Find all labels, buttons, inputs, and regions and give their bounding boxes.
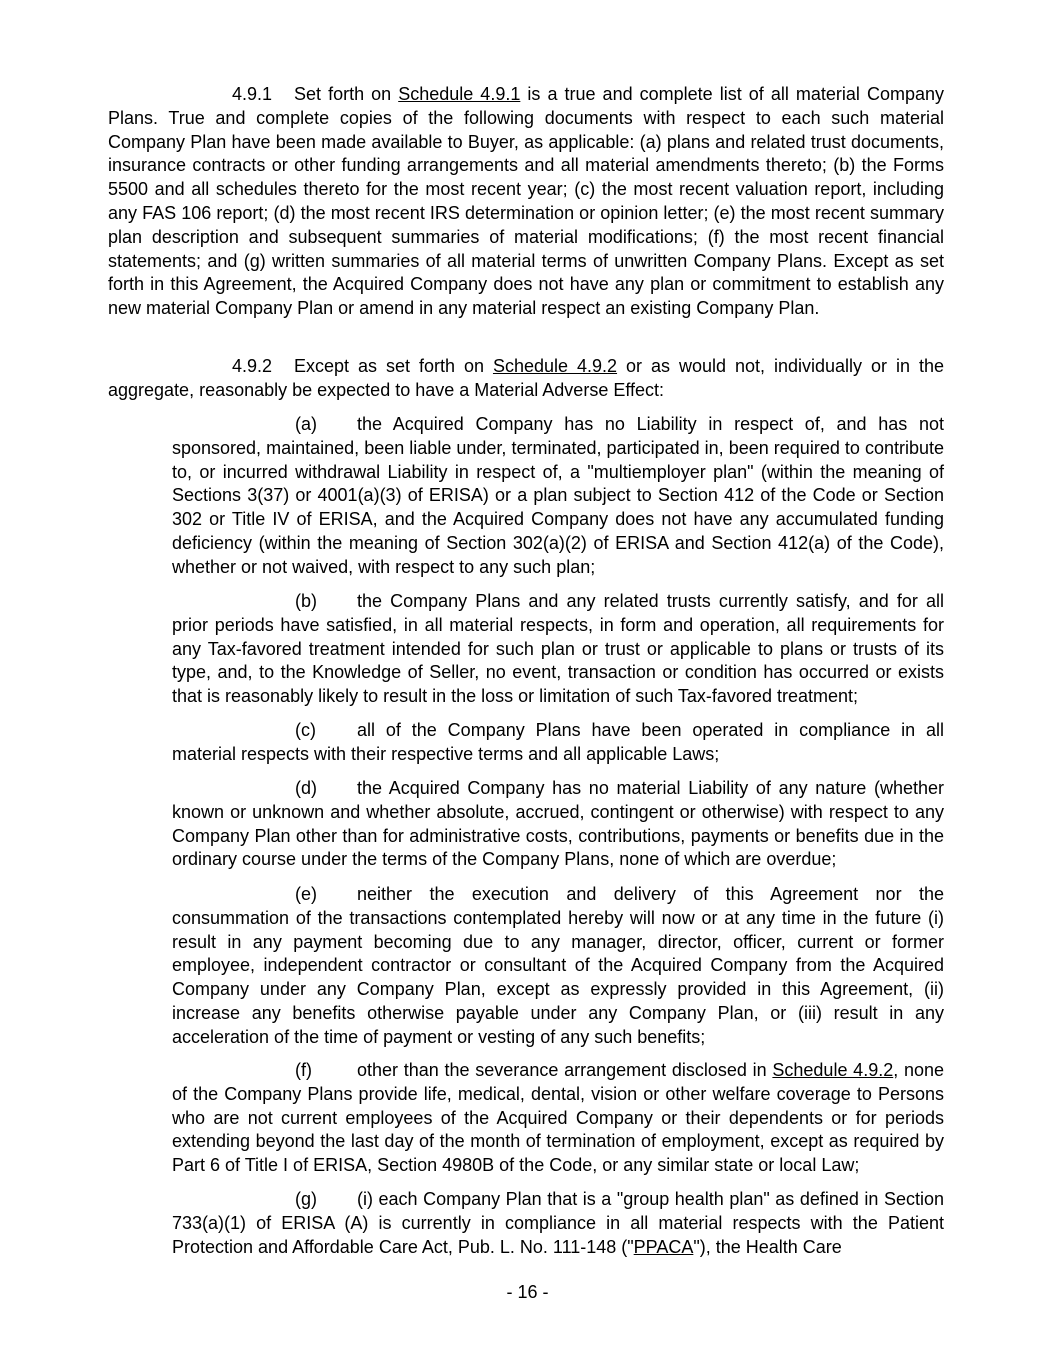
clause-g: (g) (i) each Company Plan that is a "group health plan" as defined in Section 733(a)(1) of ERISA (A) is currently in compliance in all material respects with the Patient Protection and Affordable Care Act, Pub. L. No. 111-148 ("PPACA"), the Health Care	[172, 1189, 944, 1257]
clause-b: (b) the Company Plans and any related trusts currently satisfy, and for all prior periods have satisfied, in all material respects, in form and operation, all requirements for any Tax-favored treatment intended for such plan or trust or applicable to plans or trusts of its type, and, to the Knowledge of Seller, no event, transaction or condition has occurred or exists that is reasonably likely to result in the loss or limitation of such Tax-favored treatment;	[172, 591, 944, 707]
clause-label: (b)	[295, 591, 317, 611]
clause-label: (e)	[295, 884, 317, 904]
clause-label: (f)	[295, 1060, 312, 1080]
clause-label: (g)	[295, 1189, 317, 1209]
schedule-reference: Schedule 4.9.2	[772, 1060, 894, 1080]
section-number: 4.9.2	[232, 356, 273, 376]
clause-label: (c)	[295, 720, 316, 740]
page-number: - 16 -	[506, 1282, 549, 1302]
schedule-reference: Schedule 4.9.2	[492, 356, 618, 376]
clause-label: (d)	[295, 778, 317, 798]
clause-a: (a) the Acquired Company has no Liability in respect of, and has not sponsored, maintained, been liable under, terminated, participated in, been required to contribute to, or incurred withdrawal Liability in respect of, a "multiemployer plan" (within the meaning of Sections 3(37) or 4001(a)(3) of ERISA) or a plan subject to Section 412 of the Code or Section 302 or Title IV of ERISA, and the Acquired Company does not have any accumulated funding deficiency (within the meaning of Section 302(a)(2) of ERISA and Section 412(a) of the Code), whether or not waived, with respect to any such plan;	[172, 414, 944, 577]
section-number: 4.9.1	[232, 84, 273, 104]
schedule-reference: Schedule 4.9.1	[398, 84, 521, 104]
clause-label: (a)	[295, 414, 317, 434]
defined-term: PPACA	[633, 1236, 694, 1257]
clause-c: (c) all of the Company Plans have been operated in compliance in all material respects with their respective terms and all applicable Laws;	[172, 720, 944, 764]
section-4-9-2: 4.9.2 Except as set forth on Schedule 4.9.2 or as would not, individually or in the aggregate, reasonably be expected to have a Material Adverse Effect:	[108, 356, 944, 400]
clause-f: (f) other than the severance arrangement disclosed in Schedule 4.9.2, none of the Company Plans provide life, medical, dental, vision or other welfare coverage to Persons who are not current employees of the Acquired Company or their dependents or for periods extending beyond the last day of the month of termination of employment, except as required by Part 6 of Title I of ERISA, Section 4980B of the Code, or any similar state or local Law;	[172, 1060, 944, 1176]
clause-d: (d) the Acquired Company has no material Liability of any nature (whether known or unknown and whether absolute, accrued, contingent or otherwise) with respect to any Company Plan other than for administrative costs, contributions, payments or benefits due in the ordinary course under the terms of the Company Plans, none of which are overdue;	[172, 778, 944, 870]
clause-e: (e) neither the execution and delivery of this Agreement nor the consummation of the transactions contemplated hereby will now or at any time in the future (i) result in any payment becoming due to any manager, director, officer, current or former employee, independent contractor or consultant of the Acquired Company from the Acquired Company under any Company Plan, except as expressly provided in this Agreement, (ii) increase any benefits otherwise payable under any Company Plan, or (iii) result in any acceleration of the time of payment or vesting of any such benefits;	[172, 884, 944, 1047]
section-4-9-1: 4.9.1 Set forth on Schedule 4.9.1 is a true and complete list of all material Company Plans. True and complete copies of the following documents with respect to each such material Company Plan have been made available to Buyer, as applicable: (a) plans and related trust documents, insurance contracts or other funding arrangements and all material amendments thereto; (b) the Forms 5500 and all schedules thereto for the most recent year; (c) the most recent valuation report, including any FAS 106 report; (d) the most recent IRS determination or opinion letter; (e) the most recent summary plan description and subsequent summaries of material modifications; (f) the most recent financial statements; and (g) written summaries of all material terms of unwritten Company Plans. Except as set forth in this Agreement, the Acquired Company does not have any plan or commitment to establish any new material Company Plan or amend in any material respect an existing Company Plan.	[108, 84, 944, 319]
